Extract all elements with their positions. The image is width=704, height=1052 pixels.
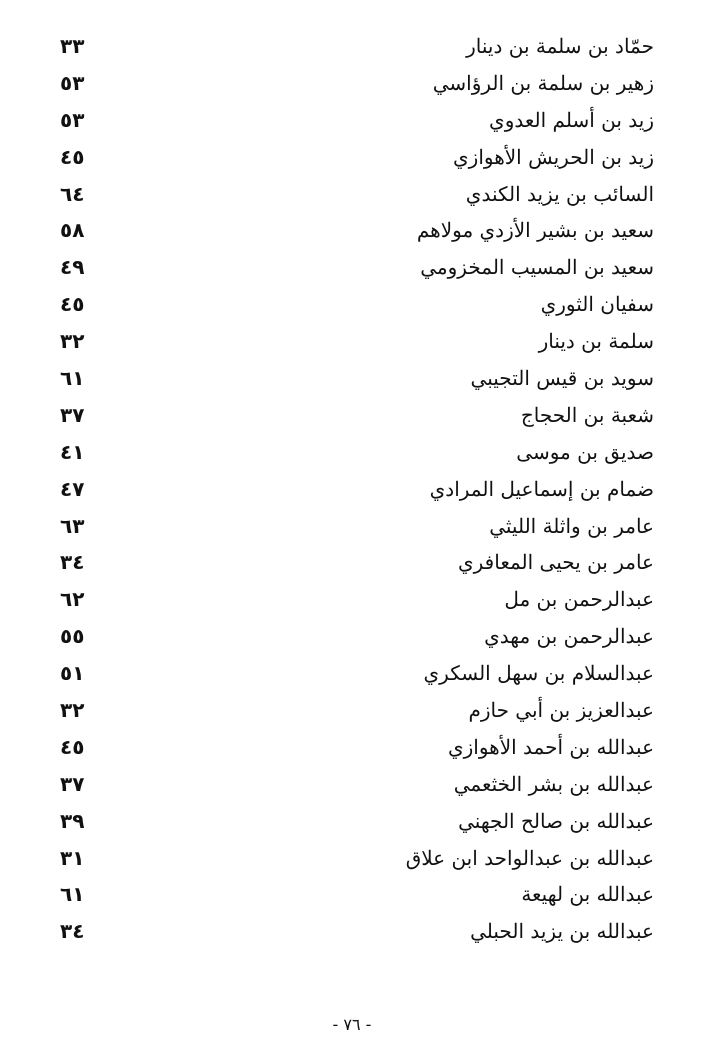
index-row xyxy=(0,249,704,286)
entry-name: عبدالله بن لهيعة xyxy=(521,882,654,907)
entry-name: سويد بن قيس التجيبي xyxy=(470,366,654,391)
entry-name: عبدالله بن عبدالواحد ابن علاق xyxy=(405,845,654,870)
index-row xyxy=(0,28,704,65)
entry-page-number: ٥٣ xyxy=(60,70,85,95)
entry-name: زيد بن الحريش الأهوازي xyxy=(453,144,654,169)
entry-page-number: ٥٨ xyxy=(60,218,85,243)
entry-name: عبدالله بن صالح الجهني xyxy=(458,808,654,833)
index-row xyxy=(0,581,704,618)
index-row xyxy=(0,323,704,360)
entry-page-number: ٤١ xyxy=(60,439,85,464)
entry-name: عبدالسلام بن سهل السكري xyxy=(423,661,654,686)
entry-page-number: ٦٤ xyxy=(60,181,85,206)
index-row xyxy=(0,286,704,323)
index-row xyxy=(0,544,704,581)
index-row xyxy=(0,729,704,766)
entry-page-number: ٣٤ xyxy=(60,919,85,944)
entry-page-number: ٦٣ xyxy=(60,513,85,538)
index-row xyxy=(0,913,704,950)
index-row xyxy=(0,766,704,803)
index-row xyxy=(0,397,704,434)
index-row xyxy=(0,803,704,840)
entry-name: عبدالرحمن بن مهدي xyxy=(484,624,654,649)
index-row xyxy=(0,212,704,249)
index-list xyxy=(0,28,704,950)
entry-page-number: ٣٣ xyxy=(60,34,85,58)
entry-page-number: ٥١ xyxy=(60,661,85,686)
index-row xyxy=(0,840,704,877)
entry-name: السائب بن يزيد الكندي xyxy=(465,181,654,206)
index-row xyxy=(0,65,704,102)
index-row xyxy=(0,434,704,471)
index-row xyxy=(0,176,704,213)
entry-page-number: ٣٤ xyxy=(60,550,85,575)
index-row xyxy=(0,102,704,139)
entry-page-number: ٤٩ xyxy=(60,255,85,280)
entry-page-number: ٦١ xyxy=(60,366,85,391)
entry-name: زيد بن أسلم العدوي xyxy=(489,107,654,132)
entry-page-number: ٣٢ xyxy=(60,698,85,723)
index-row xyxy=(0,508,704,545)
entry-name: صديق بن موسى xyxy=(516,439,654,464)
entry-name: عبدالعزيز بن أبي حازم xyxy=(468,698,654,723)
entry-name: عبدالله بن يزيد الحبلي xyxy=(470,919,654,944)
entry-name: عامر بن يحيى المعافري xyxy=(457,550,654,575)
entry-name: حمّاد بن سلمة بن دينار xyxy=(466,34,654,58)
entry-name: عبدالله بن بشر الخثعمي xyxy=(453,771,654,796)
entry-page-number: ٣٧ xyxy=(60,771,85,796)
entry-page-number: ٤٥ xyxy=(60,734,85,759)
entry-page-number: ٣٧ xyxy=(60,402,85,427)
entry-page-number: ٤٥ xyxy=(60,144,85,169)
index-row xyxy=(0,876,704,913)
index-row xyxy=(0,360,704,397)
entry-page-number: ٦٢ xyxy=(60,587,85,612)
entry-name: سفيان الثوري xyxy=(540,292,654,317)
entry-name: زهير بن سلمة بن الرؤاسي xyxy=(432,70,654,95)
entry-page-number: ٣١ xyxy=(60,845,85,870)
entry-name: عبدالرحمن بن مل xyxy=(504,587,654,612)
entry-page-number: ٥٣ xyxy=(60,107,85,132)
entry-name: سعيد بن المسيب المخزومي xyxy=(420,255,654,280)
index-row xyxy=(0,618,704,655)
entry-page-number: ٤٥ xyxy=(60,292,85,317)
entry-page-number: ٦١ xyxy=(60,882,85,907)
index-row xyxy=(0,139,704,176)
entry-page-number: ٣٩ xyxy=(60,808,85,833)
entry-page-number: ٥٥ xyxy=(60,624,85,649)
entry-name: عبدالله بن أحمد الأهوازي xyxy=(447,734,654,759)
entry-name: ضمام بن إسماعيل المرادي xyxy=(429,476,654,501)
index-row xyxy=(0,471,704,508)
page-number-footer: - ٧٦ - xyxy=(332,1015,372,1034)
entry-name: شعبة بن الحجاج xyxy=(520,402,654,427)
entry-name: عامر بن واثلة الليثي xyxy=(489,513,654,538)
index-row xyxy=(0,692,704,729)
index-row xyxy=(0,655,704,692)
entry-name: سعيد بن بشير الأزدي مولاهم xyxy=(416,218,654,243)
entry-name: سلمة بن دينار xyxy=(538,329,654,354)
entry-page-number: ٤٧ xyxy=(60,476,85,501)
entry-page-number: ٣٢ xyxy=(60,329,85,354)
